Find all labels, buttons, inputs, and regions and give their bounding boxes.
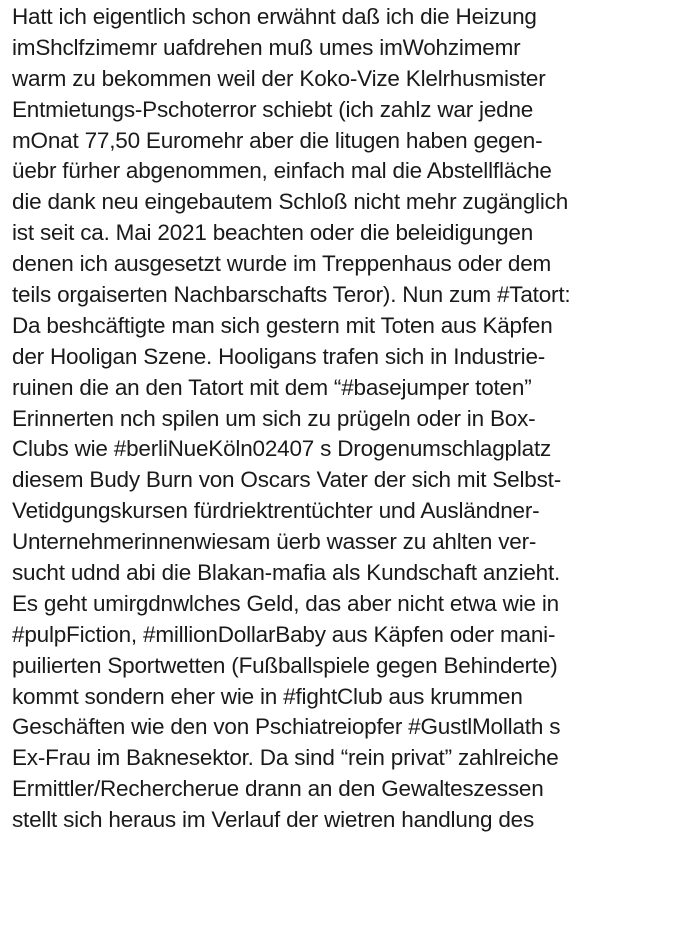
text-line: warm zu bekommen weil der Koko-Vize Klelrhusmister <box>12 65 546 91</box>
text-line: der Hooligan Szene. Hooligans trafen sich in Industrie- <box>12 343 546 369</box>
text-line: Hatt ich eigentlich schon erwähnt daß ich die Heizung <box>12 4 537 29</box>
text-line: imShclfzimemr uafdrehen muß umes imWohzimemr <box>12 34 521 60</box>
text-line: Vetidgungskursen fürdriektrentüchter und Ausländner- <box>12 498 540 524</box>
text-line: Da beshcäftigte man sich gestern mit Toten aus Käpfen <box>12 312 553 338</box>
text-line: Geschäften wie den von Pschiatreiopfer #GustlMollath s <box>12 714 561 740</box>
text-line: denen ich ausgesetzt wurde im Treppenhaus oder dem <box>12 251 552 277</box>
text-line: sucht udnd abi die Blakan-mafia als Kundschaft anzieht. <box>12 560 561 586</box>
text-line: ruinen die an den Tatort mit dem “#basejumper toten” <box>12 374 532 400</box>
body-text <box>12 2 680 836</box>
text-line: Ex-Frau im Baknesektor. Da sind “rein privat” zahlreiche <box>12 745 559 771</box>
text-line: Unternehmerinnenwiesam üerb wasser zu ahlten ver- <box>12 529 537 555</box>
text-line: Entmietungs-Pschoterror schiebt (ich zahlz war jedne <box>12 96 534 122</box>
text-line: ist seit ca. Mai 2021 beachten oder die beleidigungen <box>12 220 534 246</box>
text-line: die dank neu eingebautem Schloß nicht mehr zugänglich <box>12 189 569 215</box>
text-line: #pulpFiction, #millionDollarBaby aus Käpfen oder mani- <box>12 621 556 647</box>
text-line: teils orgaiserten Nachbarschafts Teror). Nun zum #Tatort: <box>12 282 571 308</box>
text-line: Clubs wie #berliNueKöln02407 s Drogenumschlagplatz <box>12 436 552 462</box>
text-line: diesem Budy Burn von Oscars Vater der sich mit Selbst- <box>12 467 561 493</box>
text-line: puilierten Sportwetten (Fußballspiele gegen Behinderte) <box>12 652 558 678</box>
text-line: Ermittler/Rechercherue drann an den Gewalteszessen <box>12 776 544 802</box>
text-line: stellt sich heraus im Verlauf der wietren handlung des <box>12 807 534 833</box>
text-line: Es geht umirgdnwlches Geld, das aber nicht etwa wie in <box>12 590 559 616</box>
text-line: üebr fürher abgenommen, einfach mal die Abstellfläche <box>12 158 552 184</box>
text-line: mOnat 77,50 Euromehr aber die litugen haben gegen- <box>12 127 543 153</box>
text-line: Erinnerten nch spilen um sich zu prügeln oder in Box- <box>12 405 536 431</box>
text-line: kommt sondern eher wie in #fightClub aus krummen <box>12 683 523 709</box>
